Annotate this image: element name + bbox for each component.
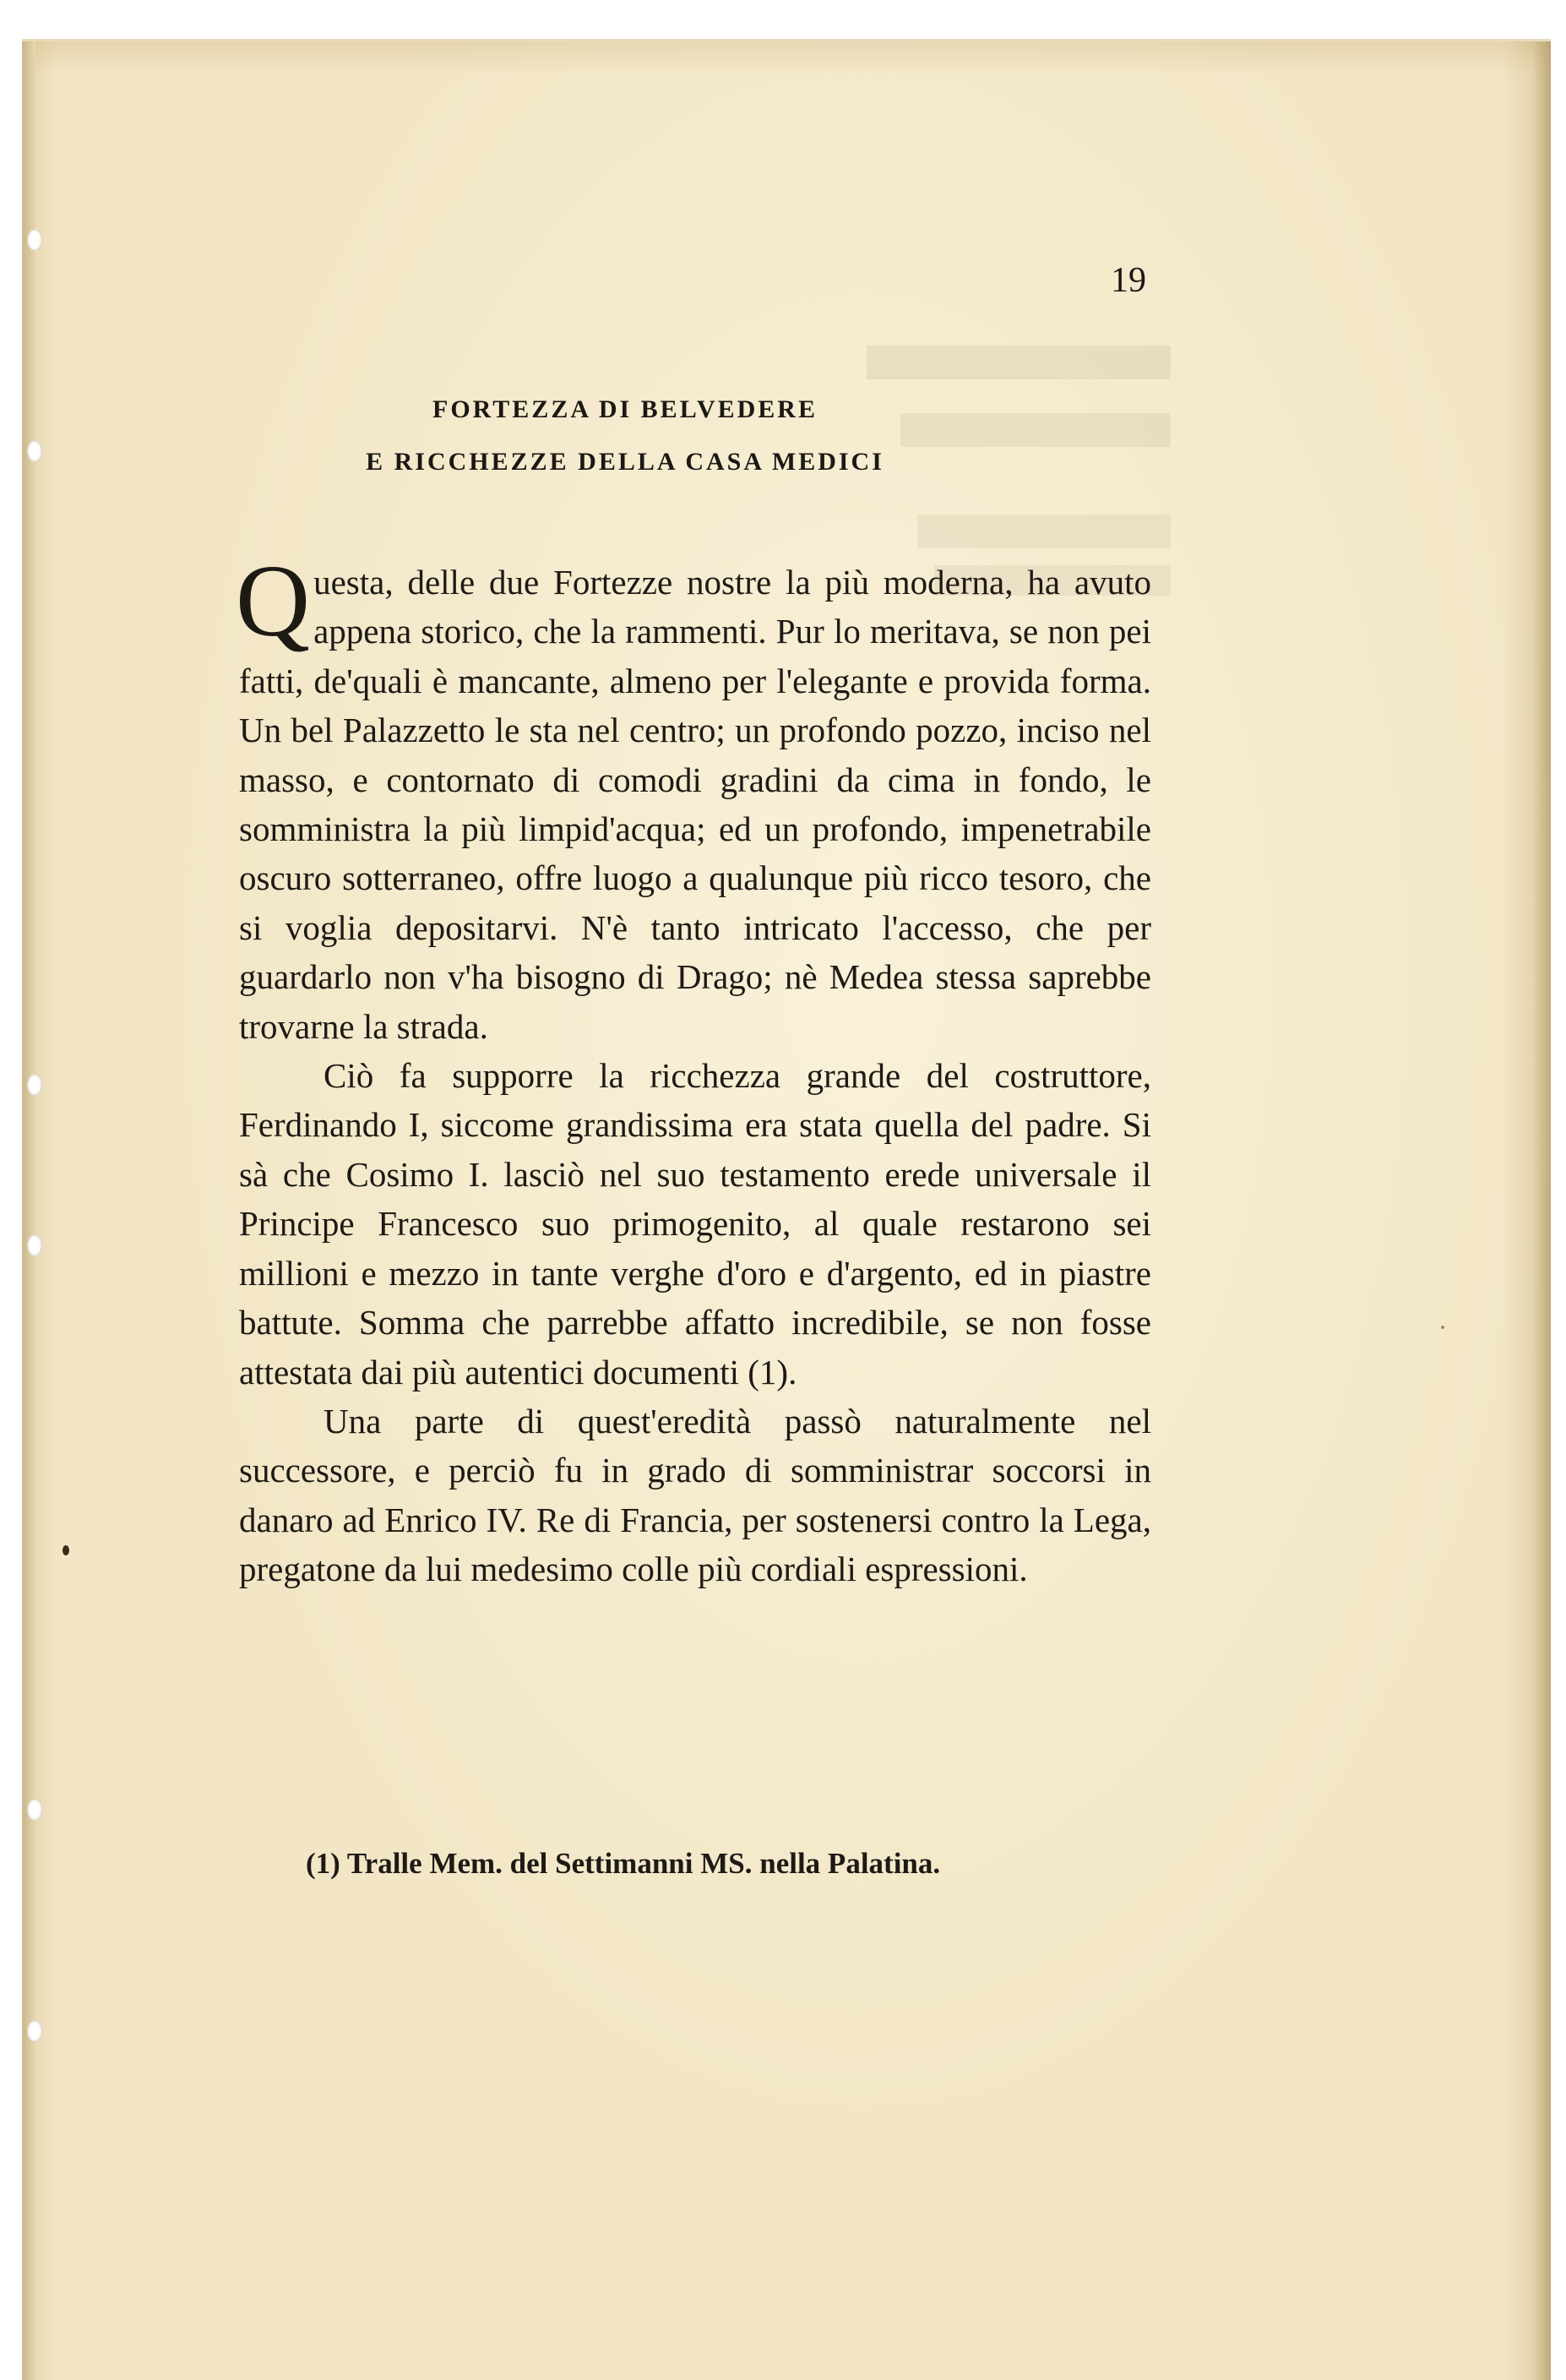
binding-stitch-hole bbox=[27, 1074, 42, 1096]
paper-speck bbox=[1441, 1326, 1444, 1329]
footnote: (1) Tralle Mem. del Settimanni MS. nella Palatina. bbox=[306, 1847, 941, 1880]
paragraph: Una parte di quest'eredità passò naturalmente nel successore, e perciò fu in grado di somministrar soccorsi in danaro ad Enrico IV. Re di Francia, per sostenersi contro la Lega, pregatone da lui medesimo colle più cordiali espressioni. bbox=[239, 1401, 1151, 1589]
chapter-heading: FORTEZZA DI BELVEDERE bbox=[432, 395, 818, 423]
binding-stitch-hole bbox=[27, 1234, 42, 1256]
drop-cap: Q bbox=[236, 544, 311, 658]
binding-stitch-hole bbox=[27, 1799, 42, 1821]
page-number: 19 bbox=[1111, 261, 1146, 300]
paragraph bbox=[236, 544, 1151, 1051]
paragraph: Ciò fa supporre la ricchezza grande del costruttore, Ferdinando I, siccome grandissima era stata quella del padre. Si sà che Cosimo I. lasciò nel suo testamento erede universale il Principe Francesco suo primogenito, al quale restarono sei millioni e mezzo in tante verghe d'oro e d'argento, ed in piastre battute. Somma che parrebbe affatto incredibile, se non fosse attestata dai più autentici documenti (1). bbox=[239, 1056, 1151, 1392]
binding-stitch-hole bbox=[27, 229, 42, 251]
show-through-mark bbox=[867, 346, 1171, 379]
binding-stitch-hole bbox=[27, 2020, 42, 2042]
paragraph-text: uesta, delle due Fortezze nostre la più moderna, ha avuto appena storico, che la rammenti. Pur lo meritava, se non pei fatti, de'quali è mancante, almeno per l'elegante e provida forma. Un bel Palazzetto le sta nel centro; un profondo pozzo, inciso nel masso, e contornato di comodi gradini da cima in fondo, le somministra la più limpid'acqua; ed un profondo, impenetrabile oscuro sotterraneo, offre luogo a qualunque più ricco tesoro, che si voglia depositarvi. N'è tanto intricato l'accesso, che per guardarlo non v'ha bisogno di Drago; nè Medea stessa saprebbe trovarne la strada. bbox=[239, 563, 1151, 1046]
body-text bbox=[236, 544, 1151, 1594]
binding-stitch-hole bbox=[27, 440, 42, 462]
chapter-subheading: E RICCHEZZE DELLA CASA MEDICI bbox=[366, 448, 884, 476]
show-through-mark bbox=[917, 515, 1171, 548]
page-edge-shadow bbox=[1532, 41, 1551, 2380]
paper-speck bbox=[63, 1545, 69, 1555]
